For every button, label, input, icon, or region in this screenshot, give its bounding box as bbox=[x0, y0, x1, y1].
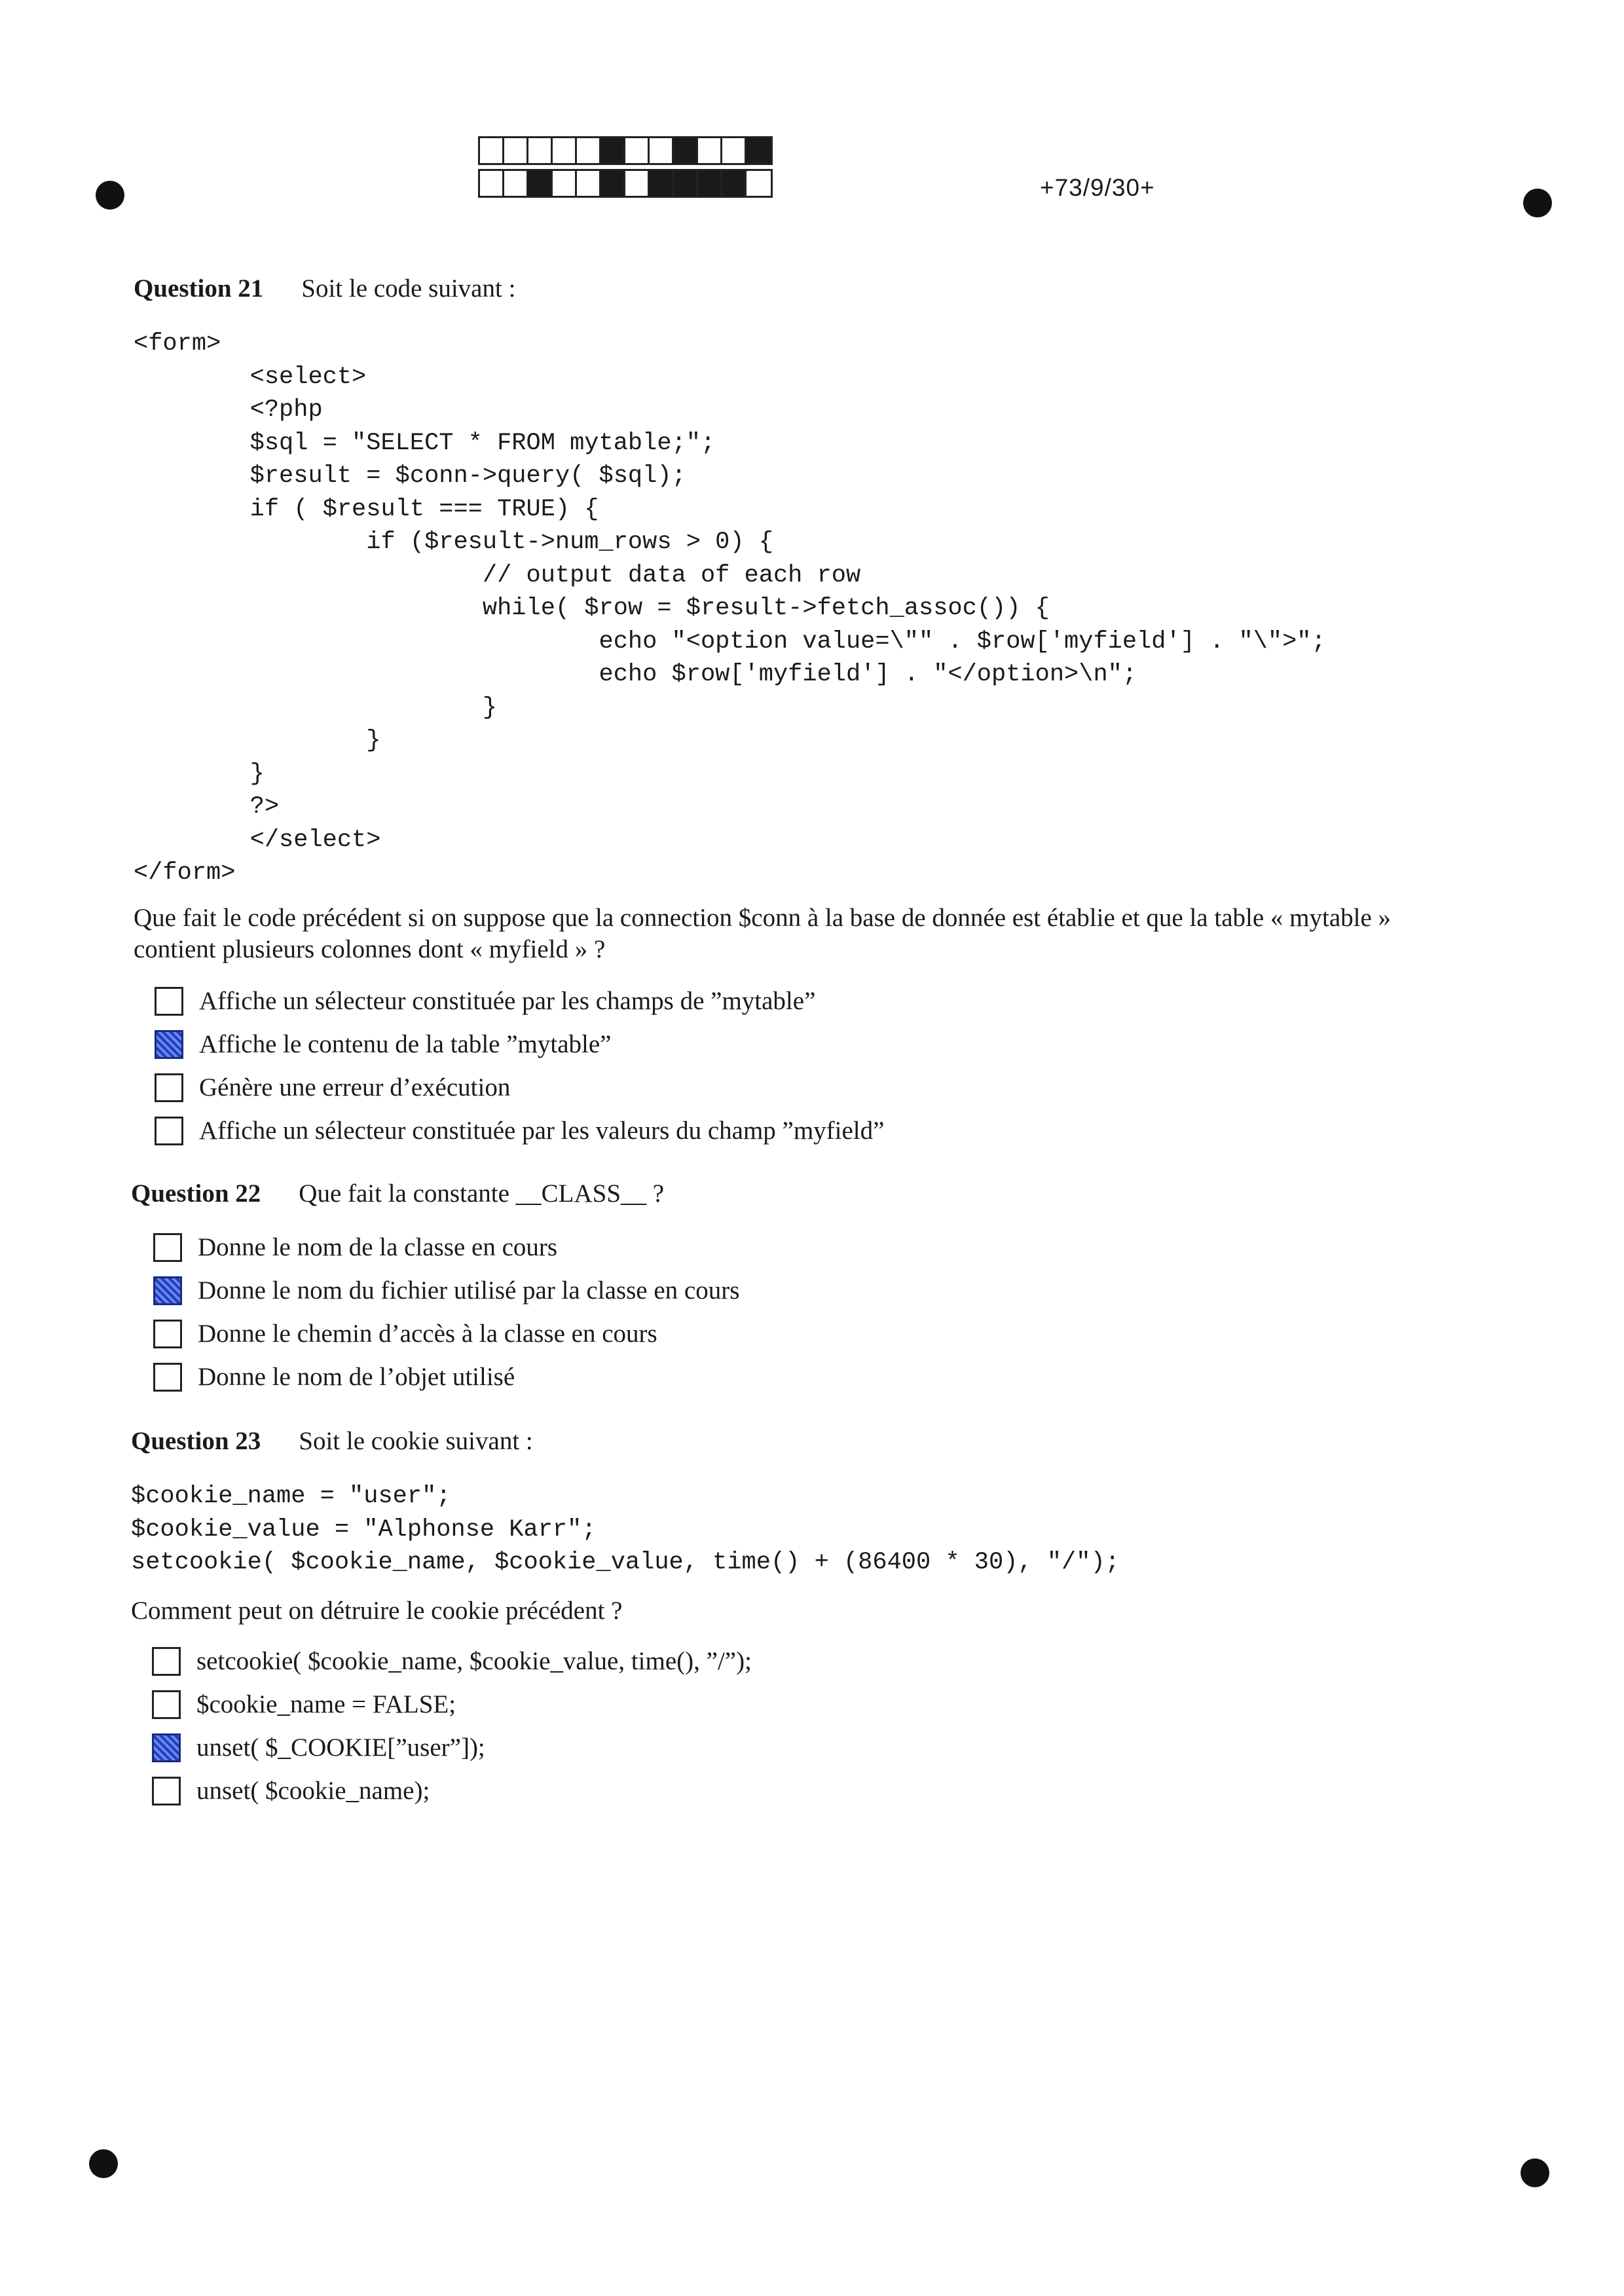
question-number: Question 23 bbox=[131, 1427, 261, 1455]
checkbox-checked[interactable] bbox=[152, 1733, 181, 1762]
choice-label: unset( $cookie_name); bbox=[196, 1777, 430, 1805]
barcode-cell bbox=[504, 171, 528, 196]
question-21-text bbox=[134, 902, 1541, 965]
barcode-cell bbox=[625, 171, 650, 196]
choice-label: Donne le chemin d’accès à la classe en cours bbox=[198, 1320, 657, 1348]
barcode-cell bbox=[722, 171, 747, 196]
barcode-cell bbox=[601, 138, 625, 163]
barcode-cell bbox=[625, 138, 650, 163]
barcode-row-2 bbox=[478, 169, 773, 198]
answer-choice[interactable] bbox=[153, 1319, 657, 1348]
checkbox[interactable] bbox=[155, 987, 183, 1016]
barcode-cell bbox=[553, 171, 577, 196]
barcode-cell bbox=[747, 138, 771, 163]
registration-mark-bottom-right bbox=[1521, 2158, 1549, 2187]
question-23-header bbox=[131, 1426, 533, 1456]
page-identifier: +73/9/30+ bbox=[1040, 174, 1155, 201]
registration-mark-top-left bbox=[96, 181, 124, 210]
answer-choice[interactable] bbox=[153, 1276, 739, 1305]
choice-label: unset( $_COOKIE[”user”]); bbox=[196, 1733, 485, 1762]
question-text-line: Que fait le code précédent si on suppose que la connection $conn à la base de donnée est établie et que la table « mytable » bbox=[134, 904, 1392, 932]
choice-label: Affiche un sélecteur constituée par les champs de ”mytable” bbox=[199, 987, 816, 1015]
barcode-cell bbox=[747, 171, 771, 196]
barcode-row-1 bbox=[478, 136, 773, 165]
answer-choice[interactable] bbox=[152, 1646, 752, 1676]
checkbox[interactable] bbox=[153, 1320, 182, 1348]
question-22-header bbox=[131, 1179, 664, 1208]
registration-mark-bottom-left bbox=[89, 2149, 118, 2178]
checkbox[interactable] bbox=[155, 1073, 183, 1102]
checkbox[interactable] bbox=[153, 1233, 182, 1262]
barcode-cell bbox=[601, 171, 625, 196]
choice-label: Affiche le contenu de la table ”mytable” bbox=[199, 1030, 612, 1058]
choice-label: Donne le nom de la classe en cours bbox=[198, 1233, 558, 1261]
barcode-cell bbox=[577, 171, 601, 196]
barcode-cell bbox=[480, 138, 504, 163]
code-block-q23: $cookie_name = "user"; $cookie_value = "Alphonse Karr"; setcookie( $cookie_name, $cookie_value, time() + (86400 * 30), "/"); bbox=[131, 1483, 1120, 1576]
barcode-cell bbox=[650, 138, 674, 163]
answer-choice[interactable] bbox=[155, 1073, 510, 1102]
checkbox[interactable] bbox=[152, 1647, 181, 1676]
barcode-cell bbox=[577, 138, 601, 163]
choice-label: Donne le nom du fichier utilisé par la classe en cours bbox=[198, 1276, 740, 1305]
barcode-cell bbox=[698, 138, 722, 163]
checkbox[interactable] bbox=[153, 1363, 182, 1392]
choice-label: Affiche un sélecteur constituée par les valeurs du champ ”myfield” bbox=[199, 1117, 885, 1145]
answer-choice[interactable] bbox=[153, 1362, 515, 1392]
choice-label: Donne le nom de l’objet utilisé bbox=[198, 1363, 515, 1391]
barcode-cell bbox=[528, 138, 553, 163]
answer-choice[interactable] bbox=[155, 986, 815, 1016]
barcode-cell bbox=[698, 171, 722, 196]
barcode-cell bbox=[480, 171, 504, 196]
checkbox-checked[interactable] bbox=[155, 1030, 183, 1059]
answer-choice[interactable] bbox=[153, 1232, 557, 1262]
answer-choice[interactable] bbox=[152, 1733, 485, 1762]
barcode-cell bbox=[722, 138, 747, 163]
code-block-q21: <form> <select> <?php $sql = "SELECT * FROM mytable;"; $result = $conn->query( $sql); if ( $result === TRUE) { if ($result->num_rows > 0) { // output data of each row while( $row = $result->fetch_assoc()) { echo "<option value=\"" . $row['myfield'] . "\">"; echo $row['myfield'] . "</option>\n"; } } } ?> </select> </form> bbox=[134, 330, 1326, 887]
choice-label: $cookie_name = FALSE; bbox=[196, 1690, 456, 1718]
barcode-cell bbox=[553, 138, 577, 163]
question-intro: Que fait la constante __CLASS__ ? bbox=[299, 1179, 665, 1208]
barcode-cell bbox=[528, 171, 553, 196]
question-number: Question 22 bbox=[131, 1179, 261, 1208]
checkbox[interactable] bbox=[152, 1690, 181, 1719]
answer-choice[interactable] bbox=[152, 1776, 430, 1805]
barcode-cell bbox=[504, 138, 528, 163]
choice-label: Génère une erreur d’exécution bbox=[199, 1073, 511, 1102]
choice-label: setcookie( $cookie_name, $cookie_value, time(), ”/”); bbox=[196, 1647, 752, 1675]
checkbox[interactable] bbox=[155, 1117, 183, 1145]
question-intro: Soit le code suivant : bbox=[301, 274, 516, 303]
checkbox-checked[interactable] bbox=[153, 1276, 182, 1305]
question-text-line: contient plusieurs colonnes dont « myfield » ? bbox=[134, 935, 606, 963]
registration-mark-top-right bbox=[1523, 189, 1552, 217]
answer-choice[interactable] bbox=[155, 1029, 611, 1059]
question-21-header bbox=[134, 274, 515, 303]
question-number: Question 21 bbox=[134, 274, 264, 303]
answer-choice[interactable] bbox=[152, 1690, 456, 1719]
question-23-text: Comment peut on détruire le cookie précédent ? bbox=[131, 1597, 623, 1625]
checkbox[interactable] bbox=[152, 1777, 181, 1805]
barcode-cell bbox=[650, 171, 674, 196]
answer-choice[interactable] bbox=[155, 1116, 884, 1145]
question-intro: Soit le cookie suivant : bbox=[299, 1427, 533, 1455]
barcode-cell bbox=[674, 171, 698, 196]
barcode-cell bbox=[674, 138, 698, 163]
